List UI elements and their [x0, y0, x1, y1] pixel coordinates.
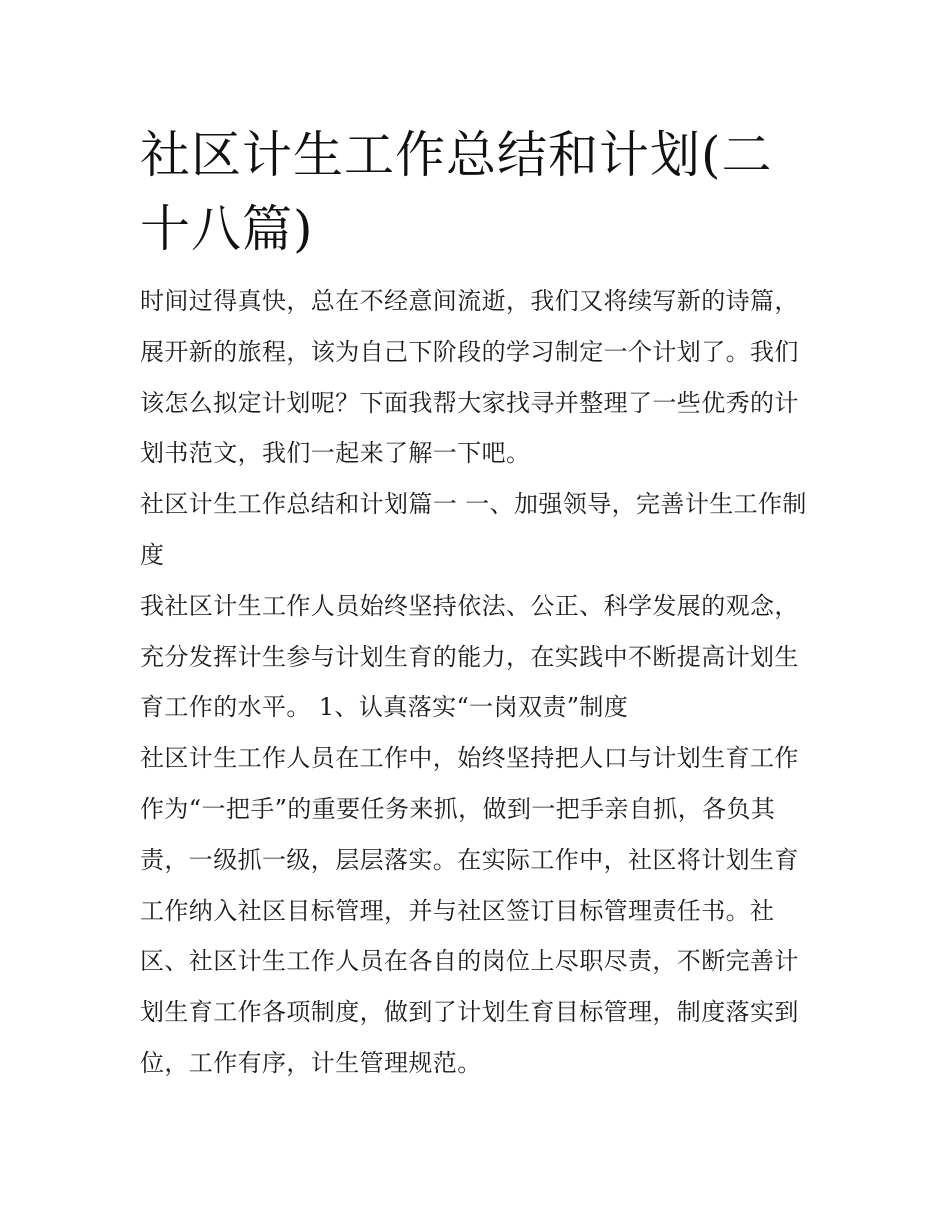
document-body [140, 276, 820, 1089]
body-paragraph: 我社区计生工作人员始终坚持依法、公正、科学发展的观念，充分发挥计生参与计划生育的能力，在实践中不断提高计划生育工作的水平。 1、认真落实“一岗双责”制度 [140, 591, 799, 722]
body-paragraph: 社区计生工作人员在工作中，始终坚持把人口与计划生育工作作为“一把手”的重要任务来抓，做到一把手亲自抓，各负其责，一级抓一级，层层落实。在实际工作中，社区将计划生育工作纳入社区目标管理，并与社区签订目标管理责任书。社区、社区计生工作人员在各自的岗位上尽职尽责，不断完善计划生育工作各项制度，做到了计划生育目标管理，制度落实到位，工作有序，计生管理规范。 [140, 744, 799, 1077]
intro-paragraph: 时间过得真快，总在不经意间流逝，我们又将续写新的诗篇，展开新的旅程，该为自己下阶段的学习制定一个计划了。我们该怎么拟定计划呢？下面我帮大家找寻并整理了一些优秀的计划书范文，我们一起来了解一下吧。 [140, 287, 799, 468]
document-title: 社区计生工作总结和计划(二十八篇) [140, 126, 773, 258]
section-heading-paragraph: 社区计生工作总结和计划篇一 一、加强领导，完善计生工作制度 [140, 490, 807, 569]
